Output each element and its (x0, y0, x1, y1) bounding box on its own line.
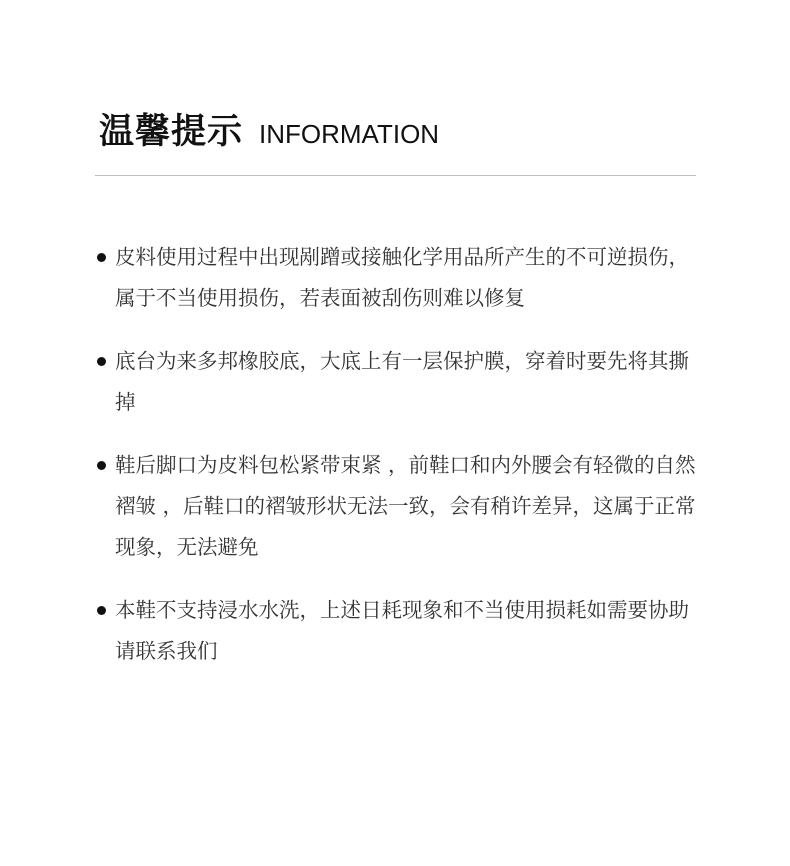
bullet-dot-icon (97, 461, 106, 470)
bullet-dot-icon (97, 253, 106, 262)
page-title-en: INFORMATION (259, 119, 440, 149)
bullet-dot-icon (97, 606, 106, 615)
page-title-cn: 温馨提示 (99, 112, 244, 152)
notice-item (95, 445, 696, 568)
notice-text: 皮料使用过程中出现剐蹭或接触化学用品所产生的不可逆损伤，属于不当使用损伤，若表面被刮伤则难以修复 (115, 245, 689, 310)
notice-text: 鞋后脚口为皮料包松紧带束紧 ，前鞋口和内外腰会有轻微的自然褶皱 ，后鞋口的褶皱形状无法一致，会有稍许差异，这属于正常现象，无法避免 (115, 453, 696, 559)
notice-list (95, 246, 696, 694)
notice-item (95, 341, 696, 423)
notice-item (95, 237, 696, 319)
notice-item (95, 590, 696, 672)
notice-text: 底台为来多邦橡胶底，大底上有一层保护膜，穿着时要先将其撕掉 (115, 349, 689, 414)
bullet-dot-icon (97, 357, 106, 366)
header-divider (95, 175, 696, 176)
notice-text: 本鞋不支持浸水水洗，上述日耗现象和不当使用损耗如需要协助请联系我们 (115, 598, 689, 663)
page-header (99, 104, 439, 154)
